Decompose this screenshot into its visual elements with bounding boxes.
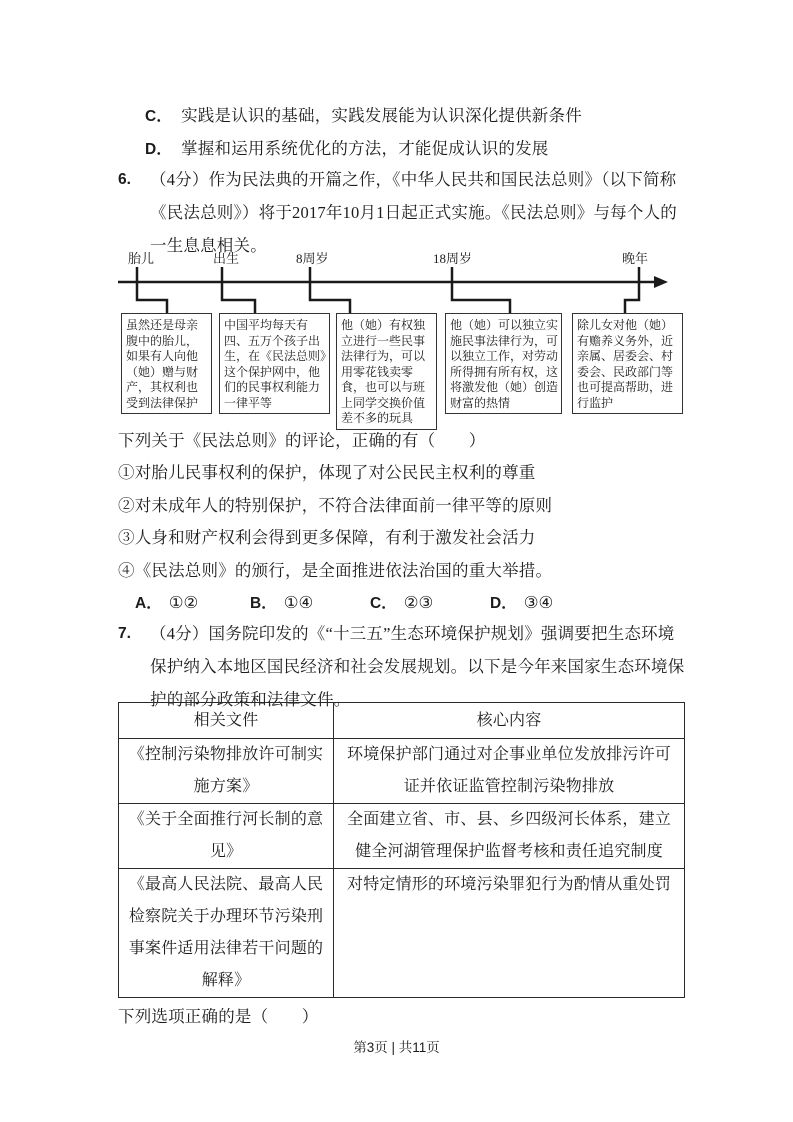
policy-documents-table	[118, 702, 685, 998]
timeline-stage-label: 胎儿	[128, 251, 155, 266]
question-6	[118, 163, 685, 262]
cell-content: 全面建立省、市、县、乡四级河长体系，建立健全河湖管理保护监督考核和责任追究制度	[334, 804, 685, 869]
choice-label: D．	[490, 595, 517, 612]
cell-content: 环境保护部门通过对企事业单位发放排污许可证并依证监管控制污染物排放	[334, 739, 685, 804]
table-row	[119, 804, 685, 869]
statement-2: ②对未成年人的特别保护，不符合法律面前一律平等的原则	[118, 496, 553, 515]
timeline-stage-label: 出生	[213, 251, 240, 266]
question-7-stem: 下列选项正确的是（ ）	[118, 1007, 319, 1026]
statement-3: ③人身和财产权利会得到更多保障，有利于激发社会活力	[118, 528, 536, 547]
choice-text: ①④	[283, 593, 314, 612]
timeline-stage-box: 虽然还是母亲腹中的胎儿，如果有人向他（她）赠与财产，其权利也受到法律保护	[121, 313, 212, 414]
statement-4: ④《民法总则》的颁行，是全面推进依法治国的重大举措。	[118, 561, 553, 580]
choice-text: ①②	[168, 593, 199, 612]
statement-1: ①对胎儿民事权利的保护，体现了对公民民主权利的尊重	[118, 463, 536, 482]
table-header-row	[119, 703, 685, 739]
choice-c	[370, 586, 433, 620]
option-text: 实践是认识的基础，实践发展能为认识深化提供新条件	[181, 106, 582, 125]
choice-label: B．	[250, 595, 277, 612]
timeline-stage-box: 中国平均每天有四、五万个孩子出生，在《民法总则》这个保护网中，他们的民事权利能力一律平等	[219, 313, 330, 414]
choice-text: ②③	[403, 593, 434, 612]
option-line-d	[145, 132, 685, 166]
choice-b	[250, 586, 313, 620]
cell-file: 《最高人民法院、最高人民检察院关于办理环节污染刑事案件适用法律若干问题的解释》	[119, 869, 334, 998]
choice-text: ③④	[523, 593, 554, 612]
question-text: （4分）作为民法典的开篇之作，《中华人民共和国民法总则》（以下简称《民法总则》）将于2017年10月1日起正式实施。《民法总则》与每个人的一生息息相关。	[150, 170, 677, 255]
civil-law-timeline-diagram	[118, 249, 685, 425]
choice-d	[490, 586, 553, 620]
choice-label: A．	[135, 595, 162, 612]
page-number-footer: 第3页 | 共11页	[353, 1040, 440, 1055]
table-row	[119, 739, 685, 804]
timeline-stage-label: 8周岁	[296, 251, 329, 266]
answer-choices-row	[118, 586, 685, 619]
option-text: 掌握和运用系统优化的方法，才能促成认识的发展	[181, 139, 549, 158]
option-label: D．	[145, 141, 173, 158]
timeline-stage-box: 他（她）可以独立实施民事法律行为，可以独立工作，对劳动所得拥有所有权，这将激发他（她）创造财富的热情	[445, 313, 562, 414]
timeline-stage-box: 他（她）有权独立进行一些民事法律行为，可以用零花钱卖零食，也可以与班上同学交换价值差不多的玩具	[336, 313, 437, 430]
question-text: （4分）国务院印发的《“十三五”生态环境保护规划》强调要把生态环境保护纳入本地区国民经济和社会发展规划。以下是今年来国家生态环境保护的部分政策和法律文件。	[150, 624, 685, 709]
cell-file: 《关于全面推行河长制的意见》	[119, 804, 334, 869]
column-header-content: 核心内容	[334, 703, 685, 739]
question-number: 6.	[118, 171, 131, 188]
table-row	[119, 869, 685, 998]
axis-arrowhead	[654, 276, 668, 288]
cell-content: 对特定情形的环境污染罪犯行为酌情从重处罚	[334, 869, 685, 998]
choice-a	[135, 586, 198, 620]
question-6-stem: 下列关于《民法总则》的评论，正确的有（ ）	[118, 431, 486, 450]
timeline-stage-label: 18周岁	[433, 251, 473, 266]
cell-file: 《控制污染物排放许可制实施方案》	[119, 739, 334, 804]
timeline-stage-label: 晚年	[622, 251, 649, 266]
column-header-file: 相关文件	[119, 703, 334, 739]
option-line-c	[145, 99, 685, 133]
timeline-stage-box: 除儿女对他（她）有赡养义务外，近亲属、居委会、村委会、民政部门等也可提高帮助，进行监护	[572, 313, 683, 414]
question-number: 7.	[118, 625, 131, 642]
choice-label: C．	[370, 595, 397, 612]
option-label: C．	[145, 108, 173, 125]
